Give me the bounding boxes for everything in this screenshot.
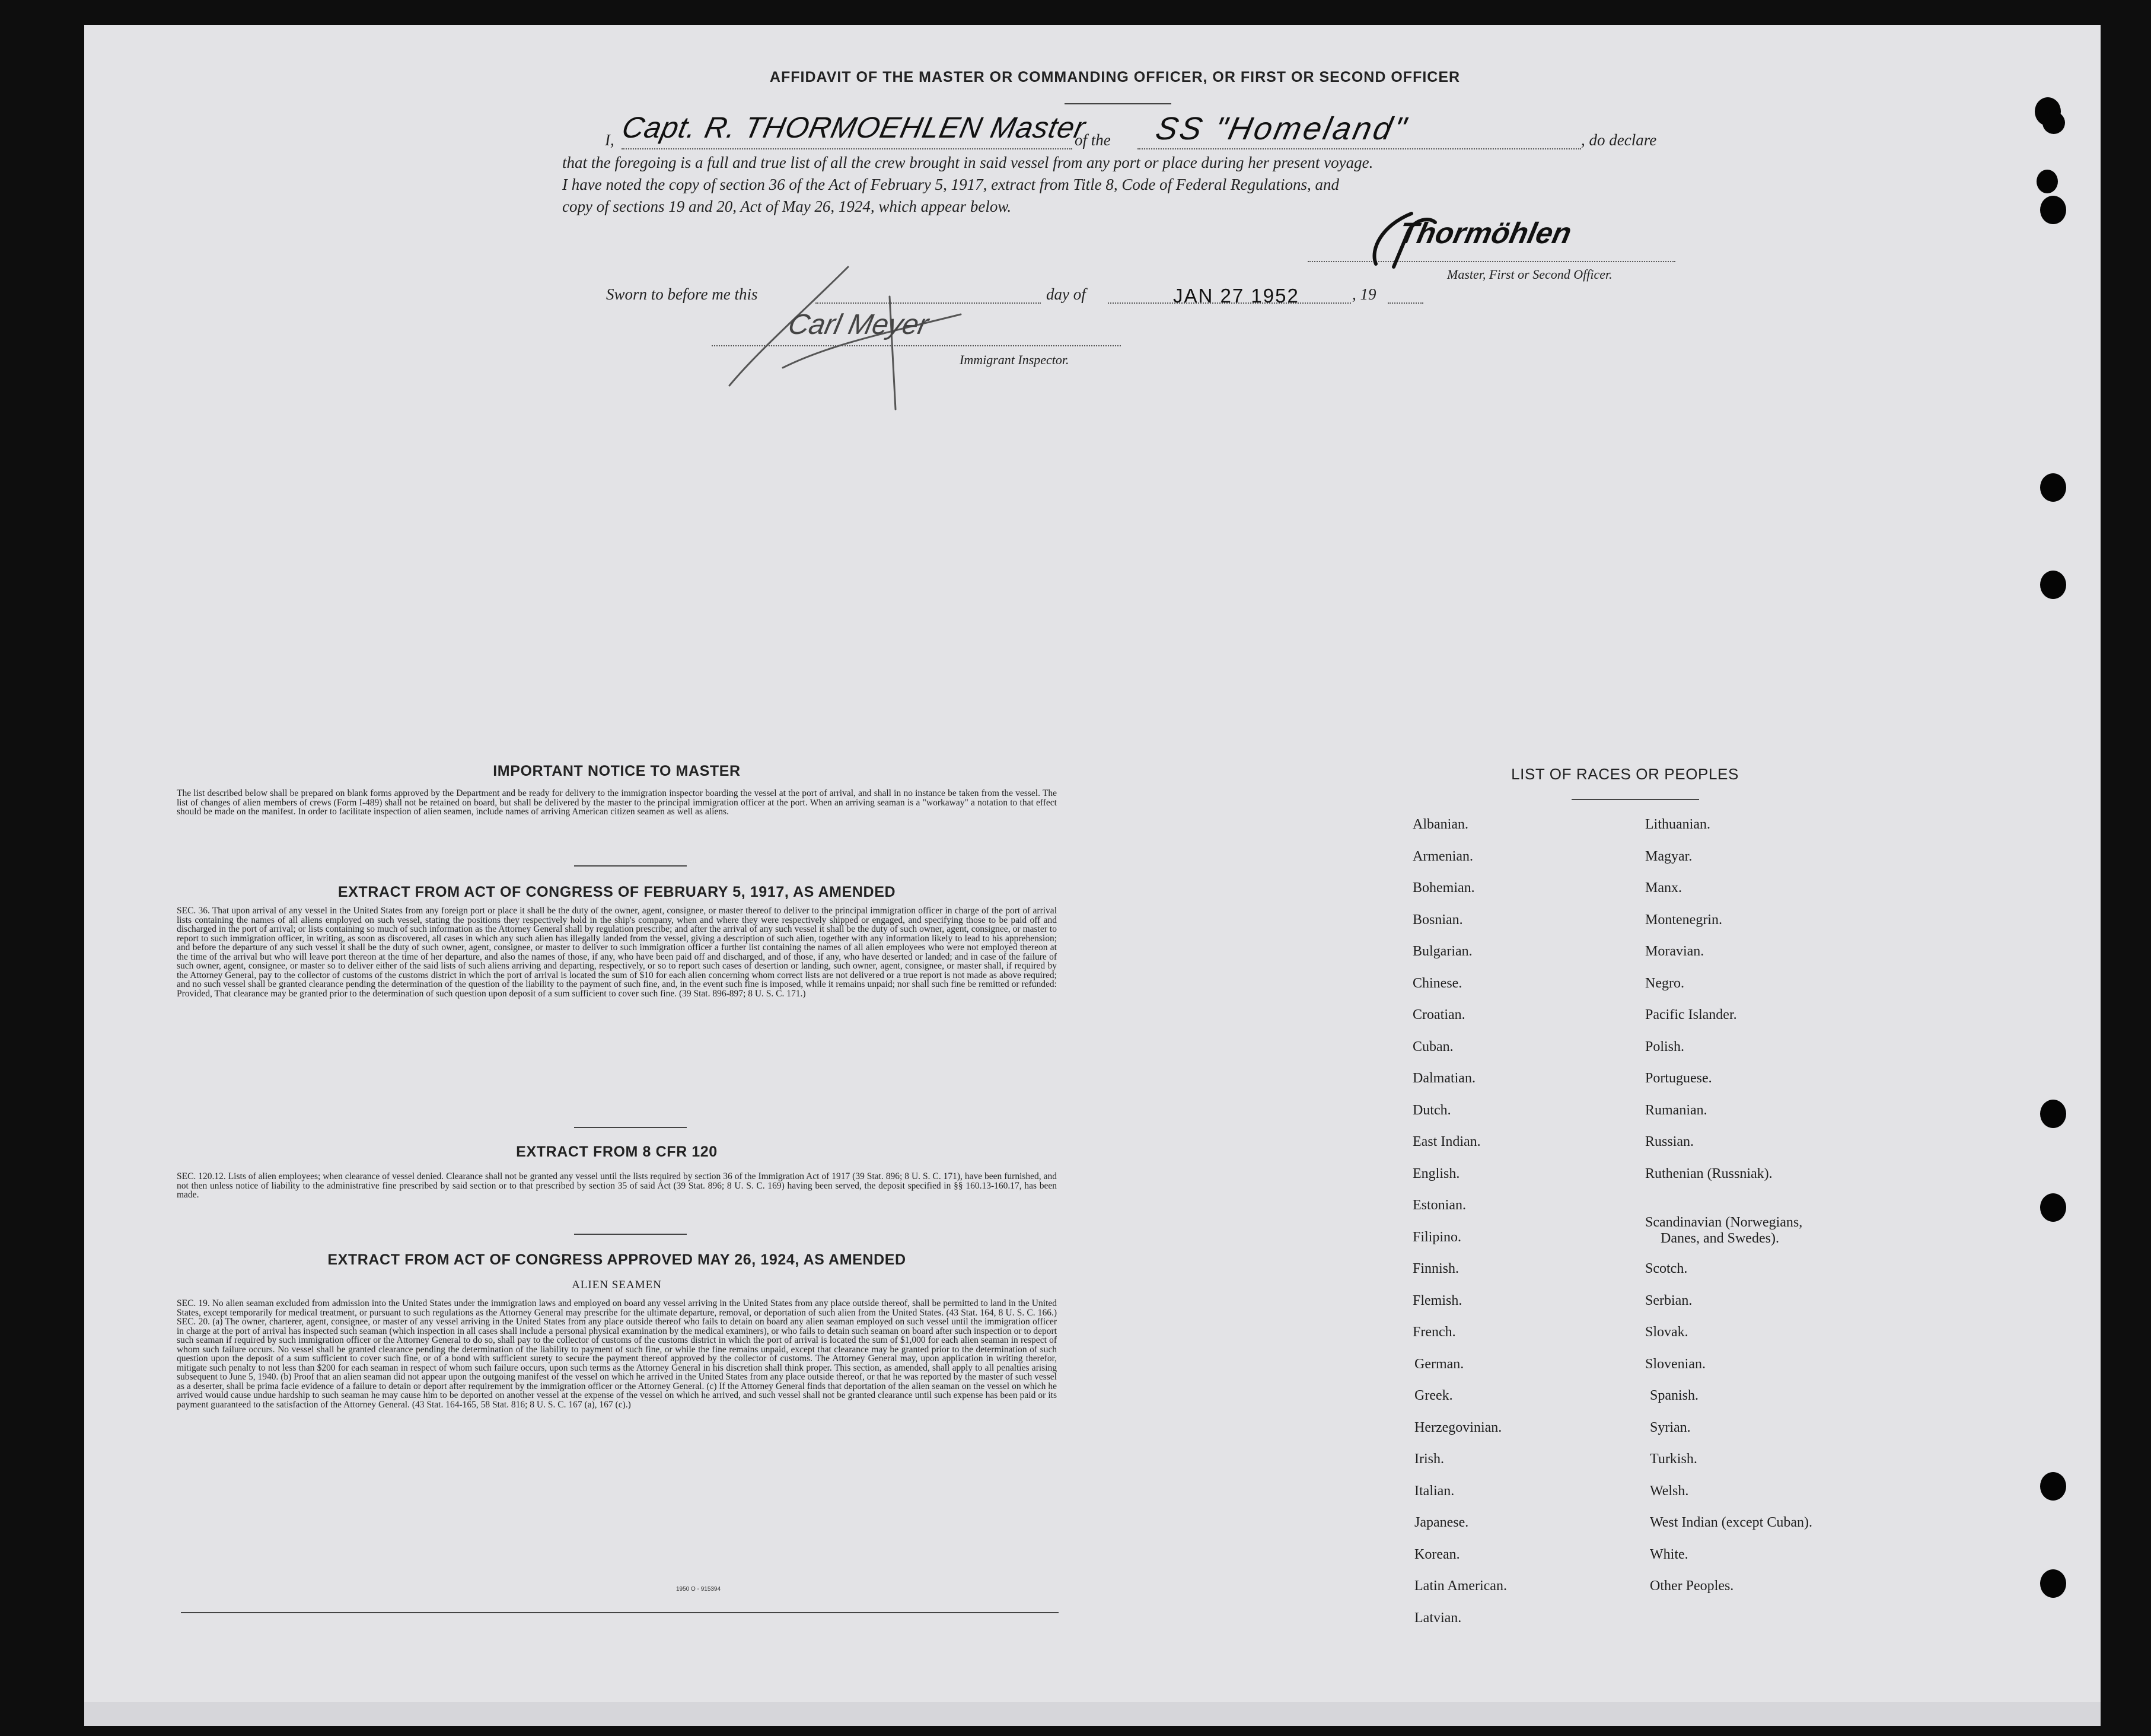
vessel-name-handwritten: SS "Homeland": [1152, 111, 1411, 146]
race-item: Bohemian.: [1413, 880, 1475, 896]
race-item: White.: [1650, 1546, 1688, 1562]
punch-hole: [2040, 1193, 2066, 1222]
race-item: Estonian.: [1413, 1197, 1466, 1213]
of-the-label: of the: [1075, 131, 1111, 149]
race-item: Scandinavian (Norwegians,: [1645, 1215, 1803, 1231]
affidavit-line-4: copy of sections 19 and 20, Act of May 26, 1924, which appear below.: [562, 198, 1012, 215]
race-item: Latin American.: [1414, 1578, 1507, 1594]
page-bottom-edge: [84, 1702, 2101, 1726]
race-item: Portuguese.: [1645, 1071, 1712, 1086]
race-item: Slovenian.: [1645, 1356, 1706, 1372]
race-item: Finnish.: [1413, 1261, 1460, 1276]
punch-hole: [2042, 112, 2065, 134]
race-item: Korean.: [1414, 1546, 1460, 1562]
date-stamp: JAN 27 1952: [1173, 285, 1299, 307]
race-item: Moravian.: [1645, 944, 1704, 959]
day-of-label: day of: [1046, 285, 1086, 303]
extract-cfr-divider: [574, 1234, 687, 1235]
inspector-caption: Immigrant Inspector.: [960, 352, 1069, 367]
extract-cfr-body: SEC. 120.12. Lists of alien employees; when clearance of vessel denied. Clearance shall not be granted any vessel until the lists required by section 36 of the Immigration Act of 1917 (39 Stat. 896; 8 U. S. C. 171), have been furnished, and not then unless notice of liability to the administrative fine prescribed by said section or to that prescribed by section 35 of said Act (39 Stat. 896; 8 U. S. C. 169) having been served, the deposit specified in §§ 160.13-160.17, has been made.: [177, 1171, 1057, 1200]
race-item: Croatian.: [1413, 1007, 1465, 1023]
punch-hole: [2040, 571, 2066, 599]
race-item: Albanian.: [1413, 817, 1468, 832]
race-item: Magyar.: [1645, 848, 1693, 864]
race-item: Flemish.: [1413, 1292, 1462, 1308]
race-item: Latvian.: [1414, 1610, 1462, 1626]
race-item: Welsh.: [1650, 1483, 1689, 1499]
bottom-rule: [181, 1612, 1059, 1613]
race-item: English.: [1413, 1165, 1460, 1181]
extract-1924-title: EXTRACT FROM ACT OF CONGRESS APPROVED MAY 26, 1924, AS AMENDED: [327, 1251, 906, 1268]
race-item: Japanese.: [1414, 1515, 1469, 1530]
race-item: Herzegovinian.: [1414, 1419, 1502, 1435]
master-name-handwritten: Capt. R. THORMOEHLEN Master: [619, 111, 1089, 144]
document-page: [84, 25, 2101, 1726]
punch-hole: [2040, 473, 2066, 502]
race-item: French.: [1413, 1324, 1456, 1340]
affidavit-prefix: I,: [605, 131, 614, 149]
race-item: Greek.: [1414, 1388, 1453, 1403]
race-item: Italian.: [1414, 1483, 1455, 1499]
race-item: Rumanian.: [1645, 1102, 1707, 1118]
master-signature: Thormöhlen: [1396, 216, 1575, 250]
extract-1917-divider: [574, 1127, 687, 1128]
race-item: Pacific Islander.: [1645, 1007, 1737, 1023]
race-item: Lithuanian.: [1645, 817, 1710, 832]
race-item: Ruthenian (Russniak).: [1645, 1165, 1773, 1181]
notice-body: The list described below shall be prepared on blank forms approved by the Department and be ready for delivery to the immigration inspector boarding the vessel at the port of arrival, and shall in no instance be taken from the vessel. The list of changes of alien members of crews (Form I-489) shall not be retained on board, but shall be delivered by the master to the principal immigration officer at the port. When an arriving seaman is a "workaway" a notation to that effect should be made on the manifest. In order to facilitate inspection of alien seamen, include names of arriving American citizen seamen as well as aliens.: [177, 788, 1057, 817]
race-item: Dutch.: [1413, 1102, 1451, 1118]
races-divider: [1572, 799, 1699, 800]
affidavit-title: AFFIDAVIT OF THE MASTER OR COMMANDING OFFICER, OR FIRST OR SECOND OFFICER: [769, 69, 1461, 85]
race-item: Serbian.: [1645, 1292, 1693, 1308]
race-item: Chinese.: [1413, 975, 1462, 991]
race-item: Scotch.: [1645, 1261, 1688, 1276]
extract-1917-title: EXTRACT FROM ACT OF CONGRESS OF FEBRUARY 5, 1917, AS AMENDED: [337, 884, 896, 900]
race-item: Turkish.: [1650, 1451, 1697, 1467]
inspector-signature: Carl Meyer: [785, 309, 932, 340]
race-item: Armenian.: [1413, 848, 1473, 864]
race-item: Russian.: [1645, 1134, 1694, 1149]
race-item: Montenegrin.: [1645, 912, 1722, 928]
title-divider: [1065, 103, 1171, 104]
race-item: Negro.: [1645, 975, 1684, 991]
race-item: Polish.: [1645, 1039, 1685, 1055]
race-item: Irish.: [1414, 1451, 1444, 1467]
master-caption: Master, First or Second Officer.: [1447, 267, 1613, 282]
punch-hole: [2037, 170, 2058, 193]
race-item: Bosnian.: [1413, 912, 1463, 928]
punch-hole: [2040, 1100, 2066, 1128]
race-item: Manx.: [1645, 880, 1682, 896]
sworn-label: Sworn to before me this: [606, 285, 758, 303]
print-code: 1950 O - 915394: [676, 1586, 721, 1592]
race-item: East Indian.: [1413, 1134, 1481, 1149]
extract-1924-subtitle: ALIEN SEAMEN: [572, 1279, 662, 1291]
year-prefix: , 19: [1352, 285, 1376, 303]
race-item: Other Peoples.: [1650, 1578, 1734, 1594]
races-title: LIST OF RACES OR PEOPLES: [1511, 765, 1739, 783]
extract-1924-body: SEC. 19. No alien seaman excluded from admission into the United States under the immigration laws and employed on board any vessel arriving in the United States from any place outside thereof, shall be permitted to land in the United States, except temporarily for medical treatment, or pursuant to such regulations as the Attorney General may prescribe for the ultimate departure, removal, or deportation of such alien from the United States. (43 Stat. 164, 8 U. S. C. 166.) SEC. 20. (a) The owner, charterer, agent, consignee, or master of any vessel arriving in the United States from any place outside thereof who fails to detain on board any alien seaman employed on such vessel until the immigration officer in charge at the port of arrival has inspected such seaman (which inspection in all cases shall include a personal physical examination by the medical examiners), or who fails to detain such seaman on board after such inspection or to deport such seaman if required by such immigration officer or the Attorney General to do so, shall pay to the collector of customs of the customs district in which the port of arrival is located the sum of $1,000 for each alien seaman in respect of whom such failure occurs. No vessel shall be granted clearance pending the determination of the liability to payment of such fine, or while the fine remains unpaid, except that clearance may be granted prior to the determination of such question upon the deposit of a sum sufficient to cover such fine, or of a bond with sufficient surety to secure the payment thereof approved by the collector of customs. The Attorney General may, upon application in writing therefor, mitigate such penalty to not less than $200 for each seaman in respect of whom such failure occurs, upon such terms as the Attorney General in his discretion shall think proper. This section, as amended, shall apply to all penalties arising subsequent to June 5, 1940. (b) Proof that an alien seaman did not appear upon the outgoing manifest of the vessel on which he arrived in the United States from any place outside thereof, or that he was reported by the master of such vessel as a deserter, shall be prima facie evidence of a failure to detain or deport after requirement by the immigration officer or the Attorney General. (c) If the Attorney General finds that deportation of the alien seaman on the vessel on which he arrived would cause undue hardship to such seaman he may cause him to be deported on another vessel at the expense of the vessel on which he arrived, and such vessel shall not be granted clearance until such expense has been paid or its payment guaranteed to the satisfaction of the Attorney General. (43 Stat. 164-165, 58 Stat. 816; 8 U. S. C. 167 (a), 167 (c).): [177, 1298, 1057, 1410]
extract-cfr-title: EXTRACT FROM 8 CFR 120: [516, 1143, 718, 1160]
notice-divider: [574, 865, 687, 867]
race-item: Filipino.: [1413, 1229, 1462, 1245]
race-item: Danes, and Swedes).: [1661, 1231, 1779, 1247]
race-item: Bulgarian.: [1413, 944, 1473, 959]
name-blank: [622, 148, 1072, 149]
do-declare-label: , do declare: [1581, 131, 1657, 149]
punch-hole: [2040, 196, 2066, 224]
affidavit-line-3: I have noted the copy of section 36 of the Act of February 5, 1917, extract from Title 8, Code of Federal Regulations, and: [562, 176, 1340, 193]
race-item: Slovak.: [1645, 1324, 1688, 1340]
extract-1917-body: SEC. 36. That upon arrival of any vessel in the United States from any foreign port or place it shall be the duty of the owner, agent, consignee, or master thereof to deliver to the principal immigration officer in charge of the port of arrival lists containing the names of all aliens employed on such vessel, stating the positions they respectively hold in the ship's company, when and where they were respectively shipped or engaged, and specifying those to be paid off and discharged in the port of arrival; or lists containing so much of such information as the Attorney General shall by regulation prescribe; and after the arrival of any such vessel it shall be the duty of such owner, agent, consignee, or master to report to such immigration officer, in writing, as soon as discovered, all cases in which any such alien has illegally landed from the vessel, giving a description of such alien, together with any information likely to lead to his apprehension; and before the departure of any such vessel it shall be the duty of such owner, agent, consignee, or master to deliver to such immigration officer a further list containing the names of all alien employees who were not employed thereon at the time of the arrival but who will leave port thereon at the time of her departure, and also the names of those, if any, who have been paid off and discharged, and of those, if any, who have deserted or landed; and in case of the failure of such owner, agent, consignee, or master so to deliver either of the said lists of such aliens arriving and departing, respectively, or so to report such cases of desertion or landing, such owner, agent, consignee, or master shall, if required by the Attorney General, pay to the collector of customs of the customs district in which the port of arrival is located the sum of $10 for each alien concerning whom correct lists are not delivered or a true report is not made as above required; and no such vessel shall be granted clearance pending the determination of the question of the liability to the payment of such fine, and, in the event such fine is imposed, while it remains unpaid; nor shall such fine be remitted or refunded: Provided, That clearance may be granted prior to the determination of such question upon deposit of a sum sufficient to cover such fine. (39 Stat. 896-897; 8 U. S. C. 171.): [177, 906, 1057, 999]
race-item: Dalmatian.: [1413, 1071, 1476, 1086]
punch-hole: [2040, 1569, 2066, 1598]
race-item: Spanish.: [1650, 1388, 1699, 1403]
race-item: Cuban.: [1413, 1039, 1454, 1055]
notice-title: IMPORTANT NOTICE TO MASTER: [493, 763, 741, 779]
race-item: Syrian.: [1650, 1419, 1691, 1435]
race-item: German.: [1414, 1356, 1464, 1372]
punch-hole: [2040, 1472, 2066, 1501]
affidavit-line-2: that the foregoing is a full and true list of all the crew brought in said vessel from any port or place during her present voyage.: [562, 154, 1374, 171]
race-item: West Indian (except Cuban).: [1650, 1515, 1812, 1530]
year-blank: [1388, 302, 1423, 304]
vessel-blank: [1137, 148, 1581, 149]
